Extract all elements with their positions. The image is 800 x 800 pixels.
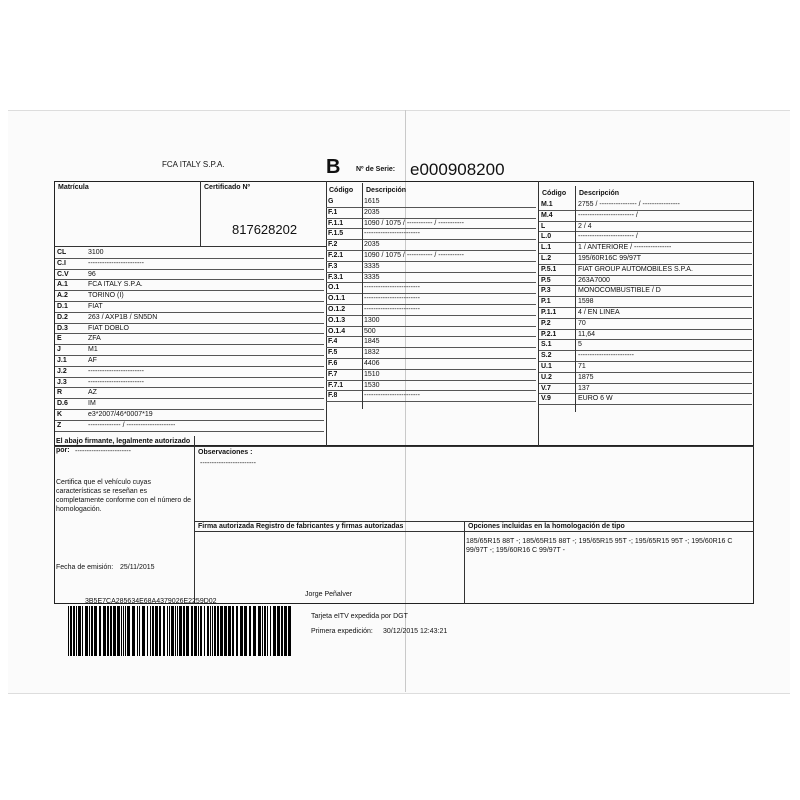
row-code: F.7.1	[328, 381, 344, 389]
barcode-bar	[150, 606, 151, 656]
row-value: FIAT	[88, 303, 103, 310]
barcode-bar	[123, 606, 124, 656]
row-value: ------------------------	[364, 284, 420, 292]
row-value: 2035	[364, 241, 380, 249]
row-value: 500	[364, 327, 376, 335]
barcode-bar	[137, 606, 138, 656]
serie-number: e000908200	[410, 160, 505, 179]
barcode-bar	[70, 606, 72, 656]
row-rule	[539, 307, 752, 308]
right-code-col	[575, 186, 576, 412]
barcode-bar	[91, 606, 93, 656]
tarjeta-text: Tarjeta eITV expedida por DGT	[311, 613, 408, 620]
row-rule	[326, 358, 536, 359]
row-rule	[326, 293, 536, 294]
row-value: 263A7000	[578, 276, 610, 284]
row-value: AZ	[88, 389, 97, 397]
row-code: F.3.1	[328, 273, 344, 281]
row-value: 1510	[364, 370, 380, 378]
barcode-bar	[177, 606, 178, 656]
barcode-bar	[267, 606, 268, 656]
row-rule	[539, 329, 752, 330]
row-code: Z	[57, 421, 62, 429]
row-value: 195/60R16C 99/97T	[578, 255, 642, 262]
row-value: ------------------------ /	[578, 211, 638, 219]
row-value: 4406	[364, 360, 380, 367]
row-rule	[539, 210, 752, 211]
row-rule	[539, 383, 752, 384]
row-code: O.1.1	[328, 295, 346, 303]
barcode-bar	[76, 606, 77, 656]
row-value: 3335	[364, 273, 380, 281]
barcode-bar	[121, 606, 122, 656]
row-code: F.8	[328, 392, 338, 400]
barcode-bar	[200, 606, 202, 656]
row-code: L.1	[541, 244, 552, 252]
row-code: V.7	[541, 384, 551, 392]
row-code: F.6	[328, 360, 338, 367]
row-value: ------------------------	[364, 306, 420, 313]
barcode-bar	[186, 606, 189, 656]
row-code: F.1	[328, 208, 338, 216]
row-value: ------------------------	[364, 230, 420, 238]
row-value: ------------------------	[578, 352, 634, 360]
barcode-bar	[159, 606, 161, 656]
row-code: C.I	[57, 259, 66, 267]
row-value: 1598	[578, 298, 594, 306]
barcode-bar	[94, 606, 97, 656]
row-code: D.2	[57, 313, 68, 321]
row-rule	[326, 261, 536, 262]
row-rule	[539, 361, 752, 362]
row-code: A.1	[57, 281, 68, 289]
row-code: P.3	[541, 287, 551, 295]
serie-label: Nº de Serie:	[356, 166, 396, 173]
barcode-bar	[113, 606, 116, 656]
barcode-bar	[277, 606, 280, 656]
row-rule	[539, 296, 752, 297]
barcode-bar	[175, 606, 176, 656]
row-rule	[539, 372, 752, 373]
row-code: R	[57, 389, 63, 397]
row-value: AF	[88, 357, 97, 364]
divider-left-middle	[326, 181, 327, 446]
vehicle-category: B	[326, 156, 341, 178]
barcode-bar	[288, 606, 291, 656]
row-code: M.1	[541, 201, 553, 208]
barcode-bar	[273, 606, 276, 656]
barcode-bar	[78, 606, 81, 656]
opciones-text: 185/65R15 88T -; 185/65R15 88T -; 195/65R15 95T -; 195/65R15 95T -; 195/60R16 C 99/97T -; 195/60R16 C 99/97T -	[466, 538, 733, 554]
right-code-header: Código	[542, 190, 567, 197]
row-value: 5	[578, 341, 582, 349]
row-value: FIAT DOBLO	[88, 324, 129, 332]
barcode-bar	[244, 606, 247, 656]
row-rule	[326, 369, 536, 370]
row-rule	[539, 253, 752, 254]
barcode-bar	[204, 606, 205, 656]
row-code: F.7	[328, 370, 338, 378]
row-value: 1 / ANTERIORE / ----------------	[578, 244, 672, 252]
firmante-value: ------------------------	[75, 448, 131, 455]
row-rule	[326, 228, 536, 229]
row-code: E	[57, 335, 62, 343]
row-value: ZFA	[88, 335, 101, 343]
row-value: 263 / AXP1B / SN5DN	[88, 313, 158, 321]
row-rule	[326, 326, 536, 327]
row-value: 3335	[364, 262, 380, 270]
row-code: O.1	[328, 284, 340, 292]
row-value: 1530	[364, 381, 380, 389]
row-code: U.1	[541, 363, 552, 370]
row-code: F.5	[328, 349, 338, 357]
middle-desc-header: Descripción	[366, 187, 407, 194]
barcode-bar	[217, 606, 219, 656]
barcode-bar	[240, 606, 243, 656]
row-value: FIAT GROUP AUTOMOBILES S.P.A.	[578, 265, 693, 273]
row-code: O.1.3	[328, 316, 346, 324]
row-code: J.2	[57, 367, 67, 375]
firma-divider	[464, 521, 465, 604]
barcode-bar	[142, 606, 145, 656]
row-value: EURO 6 W	[578, 395, 613, 403]
barcode-bar	[163, 606, 165, 656]
row-value: 4 / EN LINEA	[578, 309, 620, 316]
fecha-label: Fecha de emisión:	[56, 564, 114, 571]
row-code: L.0	[541, 233, 552, 241]
row-code: L.2	[541, 255, 552, 262]
barcode-bar	[68, 606, 69, 656]
bottom-divider	[194, 436, 195, 604]
row-value: ------------------------	[88, 259, 144, 267]
certificado-number: 817628202	[232, 222, 298, 237]
row-value: 2035	[364, 208, 380, 216]
barcode	[66, 606, 294, 656]
barcode-bar	[103, 606, 106, 656]
rule	[194, 531, 754, 532]
row-rule	[326, 380, 536, 381]
barcode-bar	[99, 606, 101, 656]
row-code: J.3	[57, 378, 67, 386]
row-value: 3100	[88, 249, 104, 256]
row-code: J.1	[57, 357, 67, 364]
row-code: F.3	[328, 262, 338, 270]
row-value: 1875	[578, 373, 594, 381]
row-code: O.1.4	[328, 327, 346, 335]
signer-name: Jorge Peñalver	[305, 591, 353, 598]
barcode-bar	[147, 606, 148, 656]
matricula-label: Matrícula	[58, 184, 89, 191]
row-code: F.4	[328, 338, 338, 346]
barcode-bar	[169, 606, 170, 656]
row-code: P.2	[541, 319, 551, 327]
row-code: C.V	[57, 270, 69, 278]
row-code: F.1.1	[328, 219, 344, 227]
observaciones-label: Observaciones :	[198, 449, 253, 456]
barcode-bar	[220, 606, 223, 656]
row-rule	[326, 401, 536, 402]
row-rule	[326, 282, 536, 283]
row-value: 11,64	[578, 330, 595, 338]
barcode-bar	[212, 606, 213, 656]
row-rule	[55, 431, 324, 432]
barcode-bar	[198, 606, 199, 656]
row-rule	[326, 272, 536, 273]
barcode-bar	[281, 606, 283, 656]
row-code: P.1.1	[541, 309, 557, 316]
barcode-bar	[214, 606, 216, 656]
middle-code-header: Código	[329, 187, 354, 194]
row-code: A.2	[57, 292, 68, 300]
divider-matricula	[200, 181, 201, 246]
barcode-text: 3B5E7CA285634E68A4379026E2259D02	[85, 598, 217, 605]
barcode-bar	[73, 606, 75, 656]
row-value: 1300	[364, 316, 380, 324]
right-desc-header: Descripción	[579, 190, 620, 197]
row-code: P.2.1	[541, 330, 557, 338]
row-rule	[326, 390, 536, 391]
row-code: M.4	[541, 211, 553, 219]
row-value: e3*2007/46*0007*19	[88, 411, 153, 418]
barcode-bar	[270, 606, 271, 656]
row-rule	[326, 347, 536, 348]
barcode-bar	[152, 606, 154, 656]
barcode-bar	[82, 606, 83, 656]
row-code: CL	[57, 249, 67, 256]
barcode-bar	[171, 606, 174, 656]
observaciones-value: ------------------------	[200, 460, 256, 467]
row-rule	[539, 231, 752, 232]
row-value: ------------------------	[364, 392, 420, 400]
row-rule	[326, 315, 536, 316]
barcode-bar	[183, 606, 185, 656]
middle-code-col	[362, 183, 363, 409]
primera-value: 30/12/2015 12:43:21	[383, 628, 448, 635]
row-rule	[326, 304, 536, 305]
barcode-bar	[249, 606, 251, 656]
barcode-bar	[132, 606, 135, 656]
row-code: F.2	[328, 241, 338, 249]
barcode-bar	[210, 606, 211, 656]
barcode-bar	[191, 606, 193, 656]
row-rule	[326, 239, 536, 240]
barcode-bar	[127, 606, 130, 656]
row-value: 1090 / 1075 / ----------- / -----------	[364, 219, 464, 227]
row-rule	[539, 350, 752, 351]
row-value: 71	[578, 363, 586, 370]
row-value: 2755 / ---------------- / ----------------	[578, 201, 680, 208]
row-code: U.2	[541, 373, 552, 381]
row-value: MONOCOMBUSTIBLE / D	[578, 287, 661, 295]
row-value: ------------------------ /	[578, 233, 638, 241]
barcode-bar	[284, 606, 287, 656]
row-code: D.6	[57, 400, 68, 408]
row-code: L	[541, 222, 546, 230]
row-value: 137	[578, 384, 590, 392]
rule	[54, 246, 326, 247]
certifica-text: Certifica que el vehículo cuyas características se reseñan es completamente conforme con el número de homologación.	[56, 479, 192, 513]
row-rule	[326, 207, 536, 208]
barcode-bar	[262, 606, 263, 656]
barcode-bar	[110, 606, 112, 656]
row-rule	[539, 221, 752, 222]
barcode-bar	[89, 606, 90, 656]
barcode-bar	[139, 606, 140, 656]
barcode-bar	[167, 606, 168, 656]
row-code: G	[328, 198, 334, 205]
barcode-bar	[194, 606, 197, 656]
row-value: 70	[578, 319, 586, 327]
row-code: S.2	[541, 352, 552, 360]
row-rule	[539, 339, 752, 340]
row-code: S.1	[541, 341, 552, 349]
row-value: ------------------------	[88, 367, 144, 375]
firma-label: Firma autorizada Registro de fabricantes y firmas autorizadas	[198, 523, 404, 530]
row-code: D.1	[57, 303, 68, 310]
row-value: 96	[88, 270, 96, 278]
opciones-label: Opciones incluidas en la homologación de tipo	[468, 523, 625, 530]
bottom-section	[54, 436, 754, 604]
row-value: -------------- / ---------------------	[88, 421, 176, 429]
barcode-bar	[179, 606, 182, 656]
firmante-label: El abajo firmante, legalmente autorizado por:	[56, 438, 191, 454]
row-rule	[539, 318, 752, 319]
row-code: P.5.1	[541, 265, 557, 273]
row-rule	[326, 336, 536, 337]
primera-label: Primera expedición:	[311, 628, 373, 635]
row-value: ------------------------	[364, 295, 420, 303]
barcode-bar	[85, 606, 88, 656]
barcode-bar	[264, 606, 266, 656]
barcode-bar	[107, 606, 109, 656]
barcode-bar	[228, 606, 231, 656]
barcode-bar	[253, 606, 256, 656]
barcode-bar	[232, 606, 234, 656]
row-value: 2 / 4	[578, 222, 592, 230]
row-code: D.3	[57, 324, 68, 332]
fecha-value: 25/11/2015	[120, 564, 155, 571]
row-code: K	[57, 411, 63, 418]
barcode-bar	[117, 606, 120, 656]
barcode-bar	[155, 606, 158, 656]
row-value: 1845	[364, 338, 380, 346]
barcode-bar	[207, 606, 209, 656]
barcode-bar	[224, 606, 227, 656]
row-code: P.5	[541, 276, 551, 284]
barcode-bar	[125, 606, 126, 656]
row-value: IM	[88, 400, 96, 408]
row-rule	[539, 275, 752, 276]
row-code: V.9	[541, 395, 551, 403]
row-value: TORINO (I)	[88, 292, 124, 300]
row-value: FCA ITALY S.P.A.	[88, 281, 143, 289]
row-value: ------------------------	[88, 378, 144, 386]
row-rule	[539, 393, 752, 394]
row-value: 1615	[364, 198, 380, 205]
row-rule	[539, 404, 752, 405]
row-code: F.2.1	[328, 252, 344, 259]
row-value: 1090 / 1075 / ----------- / -----------	[364, 252, 464, 259]
barcode-bar	[258, 606, 261, 656]
row-value: M1	[88, 346, 98, 354]
certificado-label: Certificado Nº	[204, 184, 251, 191]
row-code: P.1	[541, 298, 551, 306]
row-code: O.1.2	[328, 306, 346, 313]
row-value: 1832	[364, 349, 380, 357]
row-code: J	[57, 346, 61, 354]
company-name: FCA ITALY S.P.A.	[162, 160, 225, 169]
barcode-bar	[236, 606, 238, 656]
row-code: F.1.5	[328, 230, 344, 238]
